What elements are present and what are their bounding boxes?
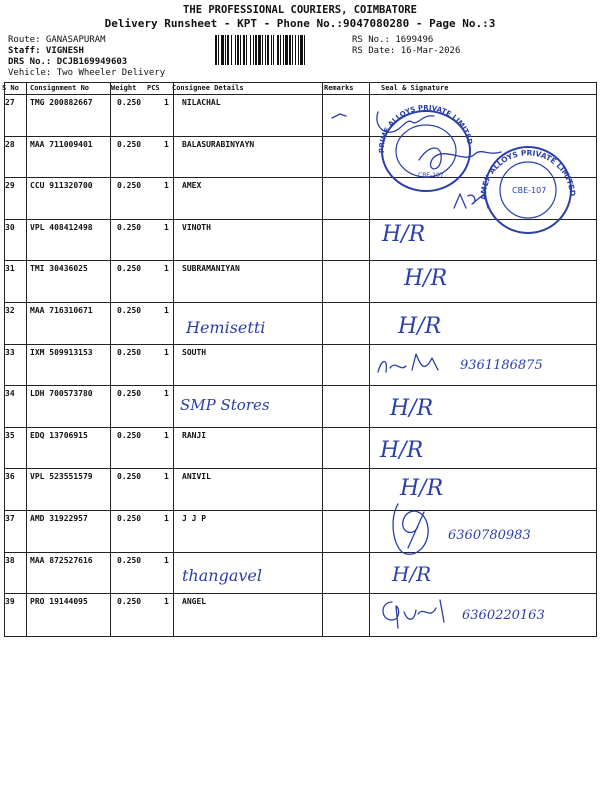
row-consignment-cell: LDH 700573780 xyxy=(30,389,93,398)
hr-mark-row31: H/R xyxy=(404,266,448,291)
runsheet-subtitle: Delivery Runsheet - KPT - Phone No.:9047080280 - Page No.:3 xyxy=(104,17,496,30)
row-pcs-cell: 1 xyxy=(164,514,169,523)
row-consignment-cell: EDQ 13706915 xyxy=(30,431,88,440)
row-consignee-cell: RANJI xyxy=(182,431,207,440)
row-consignment-cell: IXM 509913153 xyxy=(30,348,93,357)
col-remarks-header: Remarks xyxy=(324,84,354,92)
row-weight-cell: 0.250 xyxy=(117,472,142,481)
row-weight-cell: 0.250 xyxy=(117,556,142,565)
row-sno-cell: 30 xyxy=(5,223,15,232)
row-sno-cell: 37 xyxy=(5,514,15,523)
svg-text:CBE-107: CBE-107 xyxy=(512,186,547,195)
col-consignee-header: Consignee Details xyxy=(172,84,244,92)
vehicle-label: Vehicle: Two Wheeler Delivery xyxy=(8,68,166,78)
row-weight-cell: 0.250 xyxy=(117,223,142,232)
staff-label: Staff: VIGNESH xyxy=(8,46,84,56)
signature-row28 xyxy=(415,140,505,180)
row-weight-cell: 0.250 xyxy=(117,140,142,149)
row-consignee-cell: VINOTH xyxy=(182,223,211,232)
row-consignee-cell: SUBRAMANIYAN xyxy=(182,264,240,273)
row-pcs-cell: 1 xyxy=(164,140,169,149)
row-weight-cell: 0.250 xyxy=(117,98,142,107)
row-consignment-cell: MAA 872527616 xyxy=(30,556,93,565)
company-title: THE PROFESSIONAL COURIERS, COIMBATORE xyxy=(183,4,417,16)
row-sno-cell: 27 xyxy=(5,98,15,107)
col-sno-header: S No xyxy=(2,84,19,92)
handwritten-name-row34: SMP Stores xyxy=(180,396,270,414)
row-sno-cell: 31 xyxy=(5,264,15,273)
row-divider xyxy=(4,552,597,553)
hr-mark-row32: H/R xyxy=(398,314,442,339)
row-consignee-cell: BALASURABINYAYN xyxy=(182,140,255,149)
col-consignment-header: Consignment No xyxy=(30,84,90,92)
signature-row39 xyxy=(378,596,458,632)
row-weight-cell: 0.250 xyxy=(117,348,142,357)
row-pcs-cell: 1 xyxy=(164,98,169,107)
row-consignee-cell: SOUTH xyxy=(182,348,207,357)
rs-date: RS Date: 16-Mar-2026 xyxy=(352,46,461,56)
row-weight-cell: 0.250 xyxy=(117,389,142,398)
col-seal-header: Seal & Signature xyxy=(381,84,449,92)
row-divider xyxy=(4,385,597,386)
row-consignment-cell: TMG 200882667 xyxy=(30,98,93,107)
col-weight-header: Weight xyxy=(111,84,137,92)
handwritten-name-row38: thangavel xyxy=(182,566,262,585)
row-sno-cell: 36 xyxy=(5,472,15,481)
row-consignment-cell: VPL 408412498 xyxy=(30,223,93,232)
row-sno-cell: 33 xyxy=(5,348,15,357)
row-divider xyxy=(4,593,597,594)
svg-text:AMEX ALLOYS PRIVATE LIMITED: AMEX ALLOYS PRIVATE LIMITED xyxy=(478,148,578,201)
row-consignee-cell: ANGEL xyxy=(182,597,207,606)
row-sno-cell: 35 xyxy=(5,431,15,440)
row-sno-cell: 38 xyxy=(5,556,15,565)
row-divider xyxy=(4,510,597,511)
row-divider xyxy=(4,260,597,261)
signature-row29 xyxy=(452,190,492,212)
row-pcs-cell: 1 xyxy=(164,472,169,481)
row-pcs-cell: 1 xyxy=(164,597,169,606)
row-divider xyxy=(4,344,597,345)
row-consignment-cell: MAA 716310671 xyxy=(30,306,93,315)
row-pcs-cell: 1 xyxy=(164,306,169,315)
row-pcs-cell: 1 xyxy=(164,556,169,565)
hr-mark-row35: H/R xyxy=(380,438,424,463)
row-weight-cell: 0.250 xyxy=(117,431,142,440)
handwritten-phone-row33: 9361186875 xyxy=(460,358,543,373)
row-sno-cell: 29 xyxy=(5,181,15,190)
row-consignment-cell: MAA 711009401 xyxy=(30,140,93,149)
row-consignee-cell: AMEX xyxy=(182,181,202,190)
row-sno-cell: 28 xyxy=(5,140,15,149)
row-consignment-cell: VPL 523551579 xyxy=(30,472,93,481)
row-sno-cell: 34 xyxy=(5,389,15,398)
row-pcs-cell: 1 xyxy=(164,389,169,398)
row-consignment-cell: CCU 911320700 xyxy=(30,181,93,190)
row-sno-cell: 39 xyxy=(5,597,15,606)
row-weight-cell: 0.250 xyxy=(117,306,142,315)
drs-number: DRS No.: DCJB169949603 xyxy=(8,57,128,67)
handwritten-phone-row39: 6360220163 xyxy=(462,608,545,623)
handwritten-phone-row37: 6360780983 xyxy=(448,528,531,543)
route-label: Route: GANASAPURAM xyxy=(8,35,106,45)
svg-text:PRIME ALLOYS PRIVATE LIMITED: PRIME ALLOYS PRIVATE LIMITED xyxy=(377,103,474,154)
hr-mark-row36: H/R xyxy=(400,476,444,501)
row-consignee-cell: NILACHAL xyxy=(182,98,221,107)
row-sno-cell: 32 xyxy=(5,306,15,315)
signature-row27 xyxy=(372,104,442,144)
row-pcs-cell: 1 xyxy=(164,264,169,273)
handwritten-name-row32: Hemisetti xyxy=(186,318,266,337)
signature-row33 xyxy=(376,350,446,380)
row-divider xyxy=(4,468,597,469)
hr-mark-row38: H/R xyxy=(392,562,432,586)
row-pcs-cell: 1 xyxy=(164,181,169,190)
rs-number: RS No.: 1699496 xyxy=(352,35,434,45)
row-pcs-cell: 1 xyxy=(164,431,169,440)
barcode xyxy=(214,35,349,65)
row-consignment-cell: AMD 31922957 xyxy=(30,514,88,523)
row-consignee-cell: ANIVIL xyxy=(182,472,211,481)
svg-text:CBE-107: CBE-107 xyxy=(418,172,444,179)
row-weight-cell: 0.250 xyxy=(117,264,142,273)
row-weight-cell: 0.250 xyxy=(117,597,142,606)
row-pcs-cell: 1 xyxy=(164,223,169,232)
row-weight-cell: 0.250 xyxy=(117,514,142,523)
signature-row37 xyxy=(388,498,438,560)
col-pcs-header: PCS xyxy=(147,84,160,92)
hr-mark-row30: H/R xyxy=(382,222,426,247)
row-divider xyxy=(4,136,597,137)
remark-tick-row27 xyxy=(330,110,350,122)
hr-mark-row34: H/R xyxy=(390,396,434,421)
row-divider xyxy=(4,427,597,428)
row-consignee-cell: J J P xyxy=(182,514,207,523)
row-consignment-cell: PRO 19144095 xyxy=(30,597,88,606)
row-consignment-cell: TMI 30436025 xyxy=(30,264,88,273)
row-pcs-cell: 1 xyxy=(164,348,169,357)
row-weight-cell: 0.250 xyxy=(117,181,142,190)
row-divider xyxy=(4,302,597,303)
